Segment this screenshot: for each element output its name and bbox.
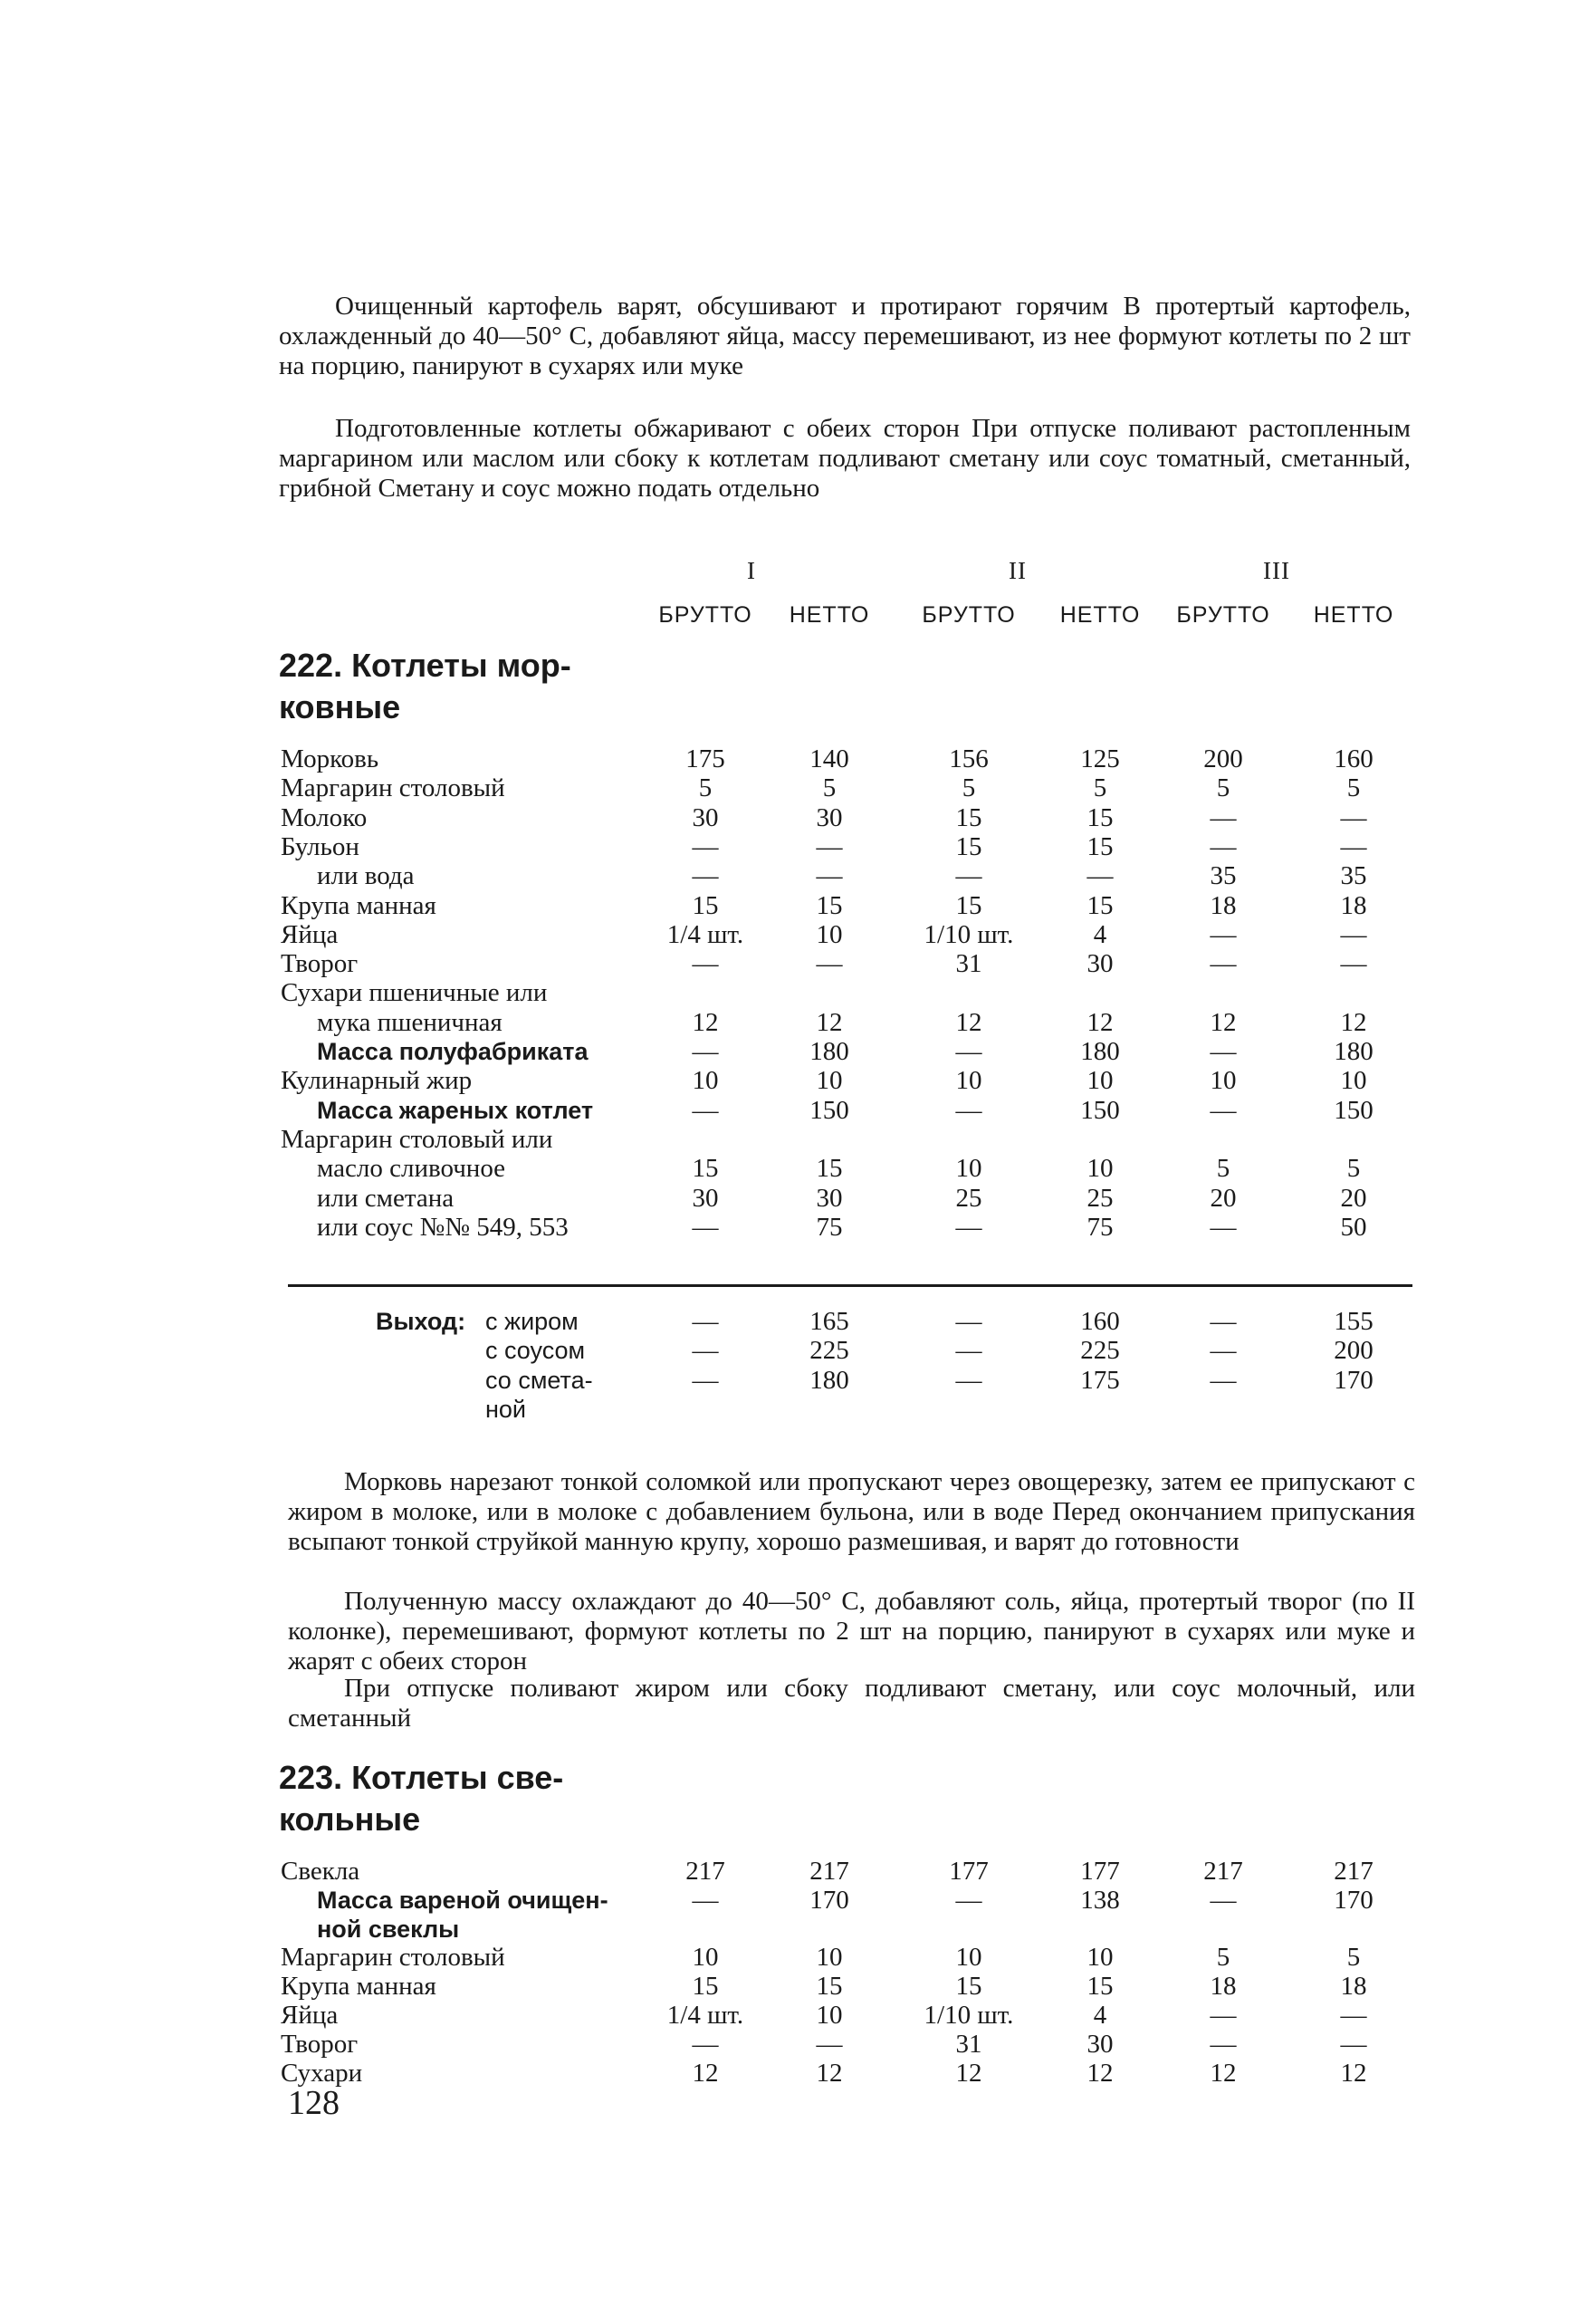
yield-value: 180 <box>809 1365 849 1395</box>
cell-value: 156 <box>949 744 989 773</box>
ingredient-label: Крупа манная <box>281 890 436 920</box>
ingredient-label: Творог <box>281 949 359 979</box>
cell-value: — <box>955 1885 982 1915</box>
yield-label: Выход: <box>376 1308 466 1335</box>
ingredient-label: Молоко <box>281 802 368 832</box>
cell-value: — <box>692 861 719 891</box>
recipe-222-text-1: Морковь нарезают тонкой соломкой или пропускают через овощерезку, затем ее припускают с жиром в молоке, или в молоке с добавлением бульона, или в воде Перед окончанием припускания всыпают тонкой струйкой манную крупу, хорошо размешивая, и варят до готовности <box>288 1467 1415 1556</box>
cell-value: — <box>816 2029 843 2059</box>
table-row <box>0 1857 1589 1886</box>
cell-value: — <box>1210 802 1237 832</box>
ingredient-label: или соус №№ 549, 553 <box>317 1212 569 1242</box>
cell-value: 10 <box>692 1066 719 1096</box>
cell-value: 12 <box>1340 2058 1367 2088</box>
yield-value: — <box>1210 1336 1237 1366</box>
cell-value: 5 <box>822 773 837 803</box>
cell-value: 35 <box>1340 861 1367 891</box>
cell-value: 15 <box>692 890 719 920</box>
cell-value: 170 <box>1334 1885 1374 1915</box>
table-row <box>0 1972 1589 2001</box>
cell-value: 12 <box>692 2058 719 2088</box>
yield-row <box>0 1336 1589 1365</box>
ingredient-label: или сметана <box>317 1183 455 1213</box>
recipe-222-title <box>279 645 571 728</box>
cell-value: 12 <box>816 2058 843 2088</box>
ingredient-label: мука пшеничная <box>317 1007 503 1037</box>
table-row <box>0 1154 1589 1183</box>
cell-value: — <box>1210 2001 1237 2030</box>
cell-value: 12 <box>692 1007 719 1037</box>
cell-value: — <box>1210 1095 1237 1125</box>
cell-value: 5 <box>1346 773 1361 803</box>
cell-value: 150 <box>1080 1095 1120 1125</box>
cell-value: — <box>692 1095 719 1125</box>
cell-value: 18 <box>1340 1972 1367 2002</box>
cell-value: 150 <box>809 1095 849 1125</box>
cell-value: 15 <box>692 1972 719 2002</box>
cell-value: — <box>1210 2029 1237 2059</box>
yield-value: 175 <box>1080 1365 1120 1395</box>
cell-value: 177 <box>1080 1857 1120 1886</box>
cell-value: 75 <box>1086 1212 1114 1242</box>
cell-value: 15 <box>955 831 982 861</box>
cell-value: 18 <box>1210 1972 1237 2002</box>
cell-value: — <box>816 949 843 979</box>
cell-value: — <box>1210 1885 1237 1915</box>
cell-value: 175 <box>685 744 725 773</box>
recipe-223-title-line1: 223. Котлеты све- <box>279 1759 564 1796</box>
table-row <box>0 891 1589 920</box>
cell-value: 10 <box>816 2001 843 2030</box>
table-row <box>0 978 1589 1007</box>
recipe-222-text-3: При отпуске поливают жиром или сбоку подливают сметану, или соус молочный, или сметанный <box>288 1674 1415 1733</box>
cell-value: 4 <box>1093 919 1107 949</box>
cell-value: 10 <box>1086 1943 1114 1973</box>
ingredient-label: Сухари <box>281 2058 363 2088</box>
yield-value: — <box>1210 1365 1237 1395</box>
column-group-2: II <box>1009 557 1027 584</box>
recipe-222-title-line2: ковные <box>279 688 401 725</box>
table-row <box>0 949 1589 978</box>
cell-value: 217 <box>685 1857 725 1886</box>
yield-value: — <box>955 1365 982 1395</box>
cell-value: 138 <box>1080 1885 1120 1915</box>
table-row <box>0 861 1589 890</box>
cell-value: 15 <box>1086 802 1114 832</box>
ingredient-label: Масса вареной очищен- <box>317 1886 608 1914</box>
cell-value: — <box>692 1212 719 1242</box>
cell-value: — <box>1210 949 1237 979</box>
yield-value: — <box>692 1336 719 1366</box>
cell-value: 20 <box>1340 1183 1367 1213</box>
table-row <box>0 832 1589 861</box>
cell-value: — <box>692 1885 719 1915</box>
cell-value: — <box>1340 2001 1367 2030</box>
table-row <box>0 1886 1589 1915</box>
ingredient-label: Крупа манная <box>281 1972 436 2002</box>
cell-value: 15 <box>955 1972 982 2002</box>
cell-value: 12 <box>1210 2058 1237 2088</box>
cell-value: — <box>955 1095 982 1125</box>
ingredient-label: Творог <box>281 2029 359 2059</box>
cell-value: 1/4 шт. <box>666 919 744 949</box>
col-brutto-2: БРУТТО <box>922 602 1016 628</box>
yield-sublabel: с жиром <box>485 1308 579 1335</box>
cell-value: 4 <box>1093 2001 1107 2030</box>
cell-value: 160 <box>1334 744 1374 773</box>
table-divider <box>288 1284 1412 1287</box>
ingredient-label: Маргарин столовый или <box>281 1124 553 1154</box>
intro-paragraph-1: Очищенный картофель варят, обсушивают и протирают горячим В протертый картофель, охлажденный до 40—50° С, добавляют яйца, массу перемешивают, из нее формуют котлеты по 2 шт на порцию, панируют в сухарях или муке <box>279 292 1411 380</box>
ingredient-label: Маргарин столовый <box>281 773 505 803</box>
cell-value: — <box>955 861 982 891</box>
cell-value: 217 <box>809 1857 849 1886</box>
cell-value: 10 <box>1086 1066 1114 1096</box>
cell-value: — <box>1210 919 1237 949</box>
column-group-1: I <box>747 557 756 584</box>
cell-value: 15 <box>1086 890 1114 920</box>
cell-value: 1/4 шт. <box>666 2001 744 2030</box>
cell-value: 31 <box>955 949 982 979</box>
cell-value: 50 <box>1340 1212 1367 1242</box>
cell-value: 75 <box>816 1212 843 1242</box>
cell-value: — <box>1340 949 1367 979</box>
cell-value: 5 <box>962 773 976 803</box>
ingredient-label: масло сливочное <box>317 1154 506 1184</box>
cell-value: 5 <box>1216 1943 1230 1973</box>
table-row <box>0 744 1589 773</box>
table-row <box>0 1213 1589 1242</box>
cell-value: 18 <box>1340 890 1367 920</box>
cell-value: 10 <box>1086 1154 1114 1184</box>
cell-value: 10 <box>955 1943 982 1973</box>
yield-value: 225 <box>1080 1336 1120 1366</box>
yield-value: 155 <box>1334 1307 1374 1336</box>
cell-value: 1/10 шт. <box>924 2001 1014 2030</box>
yield-value: — <box>955 1307 982 1336</box>
cell-value: — <box>955 1037 982 1066</box>
recipe-223-title <box>279 1757 563 1840</box>
cell-value: — <box>1210 831 1237 861</box>
cell-value: — <box>1340 802 1367 832</box>
cell-value: 5 <box>1216 773 1230 803</box>
cell-value: 12 <box>1340 1007 1367 1037</box>
table-row <box>0 920 1589 949</box>
cell-value: 31 <box>955 2029 982 2059</box>
ingredient-label: Морковь <box>281 744 379 773</box>
cell-value: 180 <box>1334 1037 1374 1066</box>
yield-value: 200 <box>1334 1336 1374 1366</box>
cell-value: — <box>816 831 843 861</box>
yield-value: — <box>692 1307 719 1336</box>
cell-value: 12 <box>1210 1007 1237 1037</box>
col-brutto-1: БРУТТО <box>658 602 752 628</box>
ingredient-label: Кулинарный жир <box>281 1066 473 1096</box>
recipe-222-text-2: Полученную массу охлаждают до 40—50° С, добавляют соль, яйца, протертый творог (по II колонке), перемешивают, формуют котлеты по 2 шт на порцию, панируют в сухарях или муке и жарят с обеих сторон <box>288 1587 1415 1676</box>
yield-sublabel: с соусом <box>485 1337 586 1365</box>
cell-value: 140 <box>809 744 849 773</box>
ingredient-label: ной свеклы <box>317 1915 460 1943</box>
cell-value: — <box>955 1212 982 1242</box>
cell-value: 15 <box>1086 1972 1114 2002</box>
cell-value: 25 <box>1086 1183 1114 1213</box>
cell-value: 30 <box>816 1183 843 1213</box>
cell-value: 125 <box>1080 744 1120 773</box>
table-row <box>0 1125 1589 1154</box>
cell-value: 5 <box>1216 1154 1230 1184</box>
cell-value: 30 <box>692 802 719 832</box>
cell-value: 150 <box>1334 1095 1374 1125</box>
cell-value: — <box>692 831 719 861</box>
table-row <box>0 2059 1589 2088</box>
yield-row <box>0 1366 1589 1395</box>
cell-value: 30 <box>816 802 843 832</box>
cell-value: 15 <box>816 1972 843 2002</box>
ingredient-label: Яйца <box>281 919 339 949</box>
yield-sublabel: ной <box>485 1395 527 1423</box>
ingredient-label: Масса жареных котлет <box>317 1096 594 1124</box>
cell-value: 35 <box>1210 861 1237 891</box>
cell-value: 15 <box>1086 831 1114 861</box>
col-netto-2: НЕТТО <box>1059 602 1141 628</box>
table-row <box>0 1066 1589 1095</box>
table-row <box>0 773 1589 802</box>
cell-value: 200 <box>1203 744 1243 773</box>
yield-value: 170 <box>1334 1365 1374 1395</box>
cell-value: 177 <box>949 1857 989 1886</box>
table-row <box>0 1184 1589 1213</box>
cell-value: 10 <box>816 1066 843 1096</box>
ingredient-label: Бульон <box>281 831 359 861</box>
cell-value: 180 <box>809 1037 849 1066</box>
yield-value: — <box>692 1365 719 1395</box>
ingredient-label: Маргарин столовый <box>281 1943 505 1973</box>
cell-value: — <box>692 949 719 979</box>
yield-value: — <box>1210 1307 1237 1336</box>
table-row <box>0 2030 1589 2059</box>
cell-value: 10 <box>955 1154 982 1184</box>
cell-value: 12 <box>955 2058 982 2088</box>
cell-value: 5 <box>1346 1154 1361 1184</box>
cell-value: 20 <box>1210 1183 1237 1213</box>
ingredient-label: Яйца <box>281 2001 339 2030</box>
cell-value: 180 <box>1080 1037 1120 1066</box>
cell-value: 25 <box>955 1183 982 1213</box>
cell-value: 10 <box>816 1943 843 1973</box>
cell-value: — <box>1340 831 1367 861</box>
yield-value: 160 <box>1080 1307 1120 1336</box>
column-group-3: III <box>1263 557 1290 584</box>
yield-row <box>0 1395 1589 1424</box>
cell-value: 15 <box>955 802 982 832</box>
yield-value: — <box>955 1336 982 1366</box>
recipe-223-title-line2: кольные <box>279 1801 421 1838</box>
cell-value: 30 <box>1086 2029 1114 2059</box>
cell-value: 10 <box>955 1066 982 1096</box>
cell-value: 15 <box>816 1154 843 1184</box>
col-brutto-3: БРУТТО <box>1176 602 1270 628</box>
cell-value: — <box>1210 1212 1237 1242</box>
col-netto-3: НЕТТО <box>1313 602 1394 628</box>
yield-value: 225 <box>809 1336 849 1366</box>
table-row <box>0 803 1589 832</box>
table-row <box>0 1037 1589 1066</box>
cell-value: 15 <box>955 890 982 920</box>
cell-value: 10 <box>816 919 843 949</box>
cell-value: 15 <box>692 1154 719 1184</box>
cell-value: 217 <box>1203 1857 1243 1886</box>
cell-value: 12 <box>1086 2058 1114 2088</box>
cell-value: 5 <box>1093 773 1107 803</box>
cell-value: 5 <box>698 773 713 803</box>
ingredient-label: Сухари пшеничные или <box>281 978 548 1008</box>
col-netto-1: НЕТТО <box>789 602 870 628</box>
cell-value: 30 <box>692 1183 719 1213</box>
cell-value: 10 <box>1210 1066 1237 1096</box>
cell-value: — <box>692 1037 719 1066</box>
table-row <box>0 2001 1589 2030</box>
cell-value: 10 <box>692 1943 719 1973</box>
recipe-222-title-line1: 222. Котлеты мор- <box>279 647 571 684</box>
cell-value: 15 <box>816 890 843 920</box>
cell-value: 12 <box>1086 1007 1114 1037</box>
yield-value: 165 <box>809 1307 849 1336</box>
cell-value: 10 <box>1340 1066 1367 1096</box>
table-row <box>0 1915 1589 1944</box>
cell-value: 12 <box>955 1007 982 1037</box>
cell-value: — <box>1340 2029 1367 2059</box>
cell-value: 170 <box>809 1885 849 1915</box>
cell-value: 1/10 шт. <box>924 919 1014 949</box>
table-row <box>0 1943 1589 1972</box>
cell-value: — <box>692 2029 719 2059</box>
cell-value: 217 <box>1334 1857 1374 1886</box>
intro-paragraph-2: Подготовленные котлеты обжаривают с обеих сторон При отпуске поливают растопленным маргарином или маслом или сбоку к котлетам подливают сметану или соус томатный, сметанный, грибной Сметану и соус можно подать отдельно <box>279 414 1411 503</box>
cell-value: — <box>1340 919 1367 949</box>
page-number: 128 <box>288 2084 340 2122</box>
table-row <box>0 1096 1589 1125</box>
yield-sublabel: со смета- <box>485 1366 593 1394</box>
ingredient-label: Свекла <box>281 1857 360 1886</box>
cell-value: — <box>1086 861 1114 891</box>
cell-value: — <box>816 861 843 891</box>
cell-value: 18 <box>1210 890 1237 920</box>
table-row <box>0 1008 1589 1037</box>
cell-value: 30 <box>1086 949 1114 979</box>
ingredient-label: Масса полуфабриката <box>317 1038 589 1065</box>
yield-row <box>0 1307 1589 1336</box>
ingredient-label: или вода <box>317 861 415 891</box>
cell-value: — <box>1210 1037 1237 1066</box>
cell-value: 12 <box>816 1007 843 1037</box>
cell-value: 5 <box>1346 1943 1361 1973</box>
